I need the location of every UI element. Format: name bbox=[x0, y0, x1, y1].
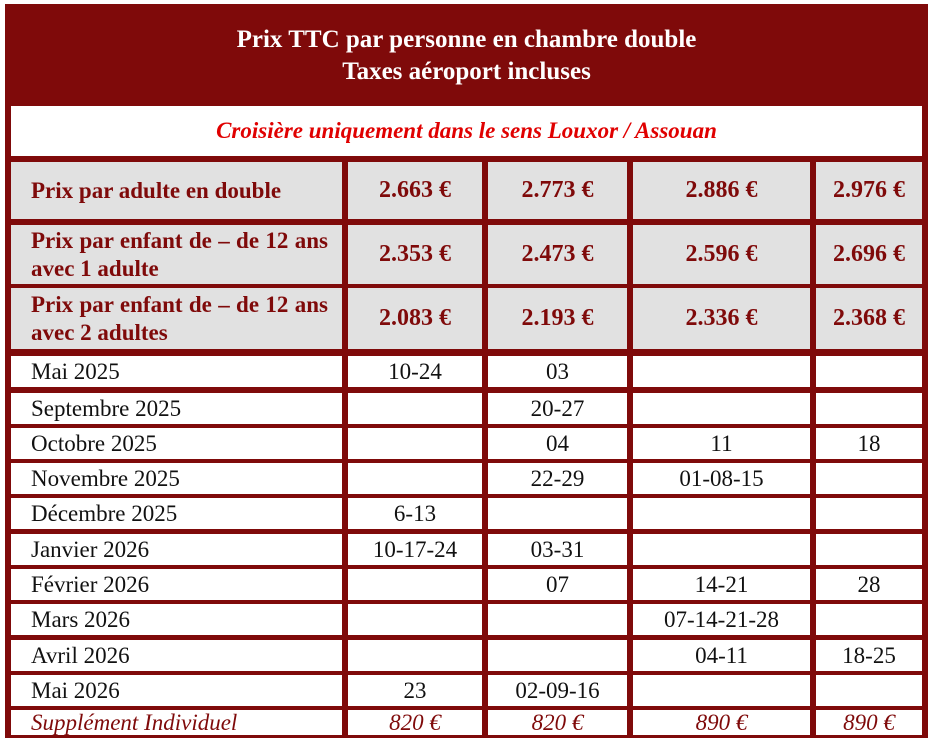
supplement-cell bbox=[816, 710, 922, 735]
price-cell-text: 2.368 € bbox=[833, 305, 905, 331]
departure-dates-cell-text: 04-11 bbox=[695, 642, 748, 668]
price-cell bbox=[633, 225, 810, 284]
supplement-cell-text: 890 € bbox=[695, 710, 748, 735]
departure-dates-cell bbox=[348, 640, 482, 671]
price-row-label bbox=[11, 225, 342, 284]
price-cell-text: 2.773 € bbox=[521, 177, 594, 203]
supplement-cell-text: 820 € bbox=[389, 710, 441, 735]
departure-month-label-text: Mai 2026 bbox=[31, 677, 120, 703]
departure-dates-cell bbox=[633, 428, 810, 459]
departure-month-label-text: Octobre 2025 bbox=[31, 430, 157, 456]
price-row-label-text: Prix par enfant de – de 12 ans avec 1 adulte bbox=[31, 227, 328, 281]
departure-dates-cell bbox=[633, 534, 810, 565]
departure-dates-cell bbox=[816, 675, 922, 706]
departure-dates-cell-text: 07 bbox=[546, 571, 569, 597]
price-cell bbox=[816, 162, 922, 219]
price-cell-text: 2.193 € bbox=[521, 305, 594, 331]
supplement-label bbox=[11, 710, 342, 735]
departure-dates-cell-text: 23 bbox=[403, 677, 427, 703]
departure-dates-cell-text: 18 bbox=[857, 430, 881, 456]
departure-dates-cell bbox=[633, 498, 810, 529]
departure-month-label-text: Novembre 2025 bbox=[31, 465, 180, 491]
departure-month-label bbox=[11, 604, 342, 635]
departure-dates-cell bbox=[348, 428, 482, 459]
header-subtitle: Taxes aéroport incluses bbox=[342, 58, 591, 85]
departure-dates-cell bbox=[348, 569, 482, 600]
departure-month-label bbox=[11, 498, 342, 529]
departure-month-label-text: Septembre 2025 bbox=[31, 395, 182, 421]
departure-dates-cell bbox=[816, 463, 922, 494]
departure-dates-cell bbox=[633, 356, 810, 387]
supplement-cell bbox=[633, 710, 810, 735]
departure-dates-cell bbox=[348, 356, 482, 387]
price-cell bbox=[488, 162, 627, 219]
price-cell bbox=[348, 288, 482, 349]
departure-month-label bbox=[11, 534, 342, 565]
departure-dates-cell bbox=[488, 356, 627, 387]
departure-month-label bbox=[11, 356, 342, 387]
departure-month-label bbox=[11, 463, 342, 494]
departure-dates-cell bbox=[348, 604, 482, 635]
cruise-direction-note: Croisière uniquement dans le sens Louxor / Assouan bbox=[11, 106, 922, 156]
departure-dates-cell bbox=[348, 463, 482, 494]
price-cell-text: 2.976 € bbox=[833, 177, 905, 203]
departure-dates-cell bbox=[348, 393, 482, 424]
departure-dates-cell-text: 10-24 bbox=[388, 358, 442, 384]
departure-dates-cell bbox=[633, 604, 810, 635]
departure-month-label bbox=[11, 393, 342, 424]
departure-dates-cell bbox=[488, 428, 627, 459]
departure-dates-cell-text: 07-14-21-28 bbox=[664, 606, 779, 632]
price-cell bbox=[488, 288, 627, 349]
departure-month-label-text: Mai 2025 bbox=[31, 358, 120, 384]
supplement-cell-text: 820 € bbox=[531, 710, 584, 735]
departure-dates-cell bbox=[633, 675, 810, 706]
departure-dates-cell bbox=[488, 675, 627, 706]
departure-month-label-text: Mars 2026 bbox=[31, 606, 131, 632]
price-cell-text: 2.596 € bbox=[685, 241, 758, 267]
departure-dates-cell bbox=[633, 569, 810, 600]
price-cell bbox=[816, 225, 922, 284]
departure-dates-cell-text: 28 bbox=[857, 571, 881, 597]
departure-dates-cell bbox=[488, 604, 627, 635]
supplement-cell bbox=[488, 710, 627, 735]
departure-dates-cell-text: 14-21 bbox=[694, 571, 749, 597]
price-cell-text: 2.886 € bbox=[685, 177, 758, 203]
departure-dates-cell-text: 03 bbox=[546, 358, 569, 384]
departure-month-label-text: Décembre 2025 bbox=[31, 500, 178, 526]
price-row-label bbox=[11, 162, 342, 219]
price-cell bbox=[633, 288, 810, 349]
departure-dates-cell bbox=[488, 463, 627, 494]
departure-dates-cell bbox=[348, 534, 482, 565]
departure-dates-cell bbox=[816, 428, 922, 459]
departure-dates-cell bbox=[488, 534, 627, 565]
price-cell-text: 2.083 € bbox=[379, 305, 451, 331]
supplement-cell bbox=[348, 710, 482, 735]
departure-dates-cell-text: 20-27 bbox=[530, 395, 585, 421]
departure-dates-cell bbox=[816, 356, 922, 387]
departure-month-label bbox=[11, 569, 342, 600]
price-cell bbox=[348, 162, 482, 219]
departure-dates-cell-text: 18-25 bbox=[842, 642, 896, 668]
departure-dates-cell-text: 03-31 bbox=[530, 536, 585, 562]
price-cell bbox=[816, 288, 922, 349]
departure-month-label bbox=[11, 675, 342, 706]
departure-dates-cell bbox=[816, 498, 922, 529]
price-table bbox=[5, 4, 928, 738]
departure-dates-cell-text: 04 bbox=[546, 430, 569, 456]
supplement-label-text: Supplément Individuel bbox=[31, 710, 238, 735]
price-row-label bbox=[11, 288, 342, 349]
departure-dates-cell bbox=[816, 604, 922, 635]
departure-dates-cell bbox=[633, 393, 810, 424]
supplement-cell-text: 890 € bbox=[843, 710, 895, 735]
departure-dates-cell bbox=[348, 675, 482, 706]
departure-dates-cell bbox=[488, 498, 627, 529]
price-cell bbox=[633, 162, 810, 219]
departure-month-label bbox=[11, 428, 342, 459]
departure-dates-cell-text: 10-17-24 bbox=[372, 536, 458, 562]
price-cell-text: 2.663 € bbox=[379, 177, 451, 203]
departure-dates-cell bbox=[816, 569, 922, 600]
price-row-label-text: Prix par adulte en double bbox=[31, 177, 282, 203]
departure-dates-cell bbox=[488, 640, 627, 671]
departure-dates-cell bbox=[816, 640, 922, 671]
departure-dates-cell-text: 01-08-15 bbox=[679, 465, 764, 491]
price-cell-text: 2.336 € bbox=[685, 305, 758, 331]
header-title: Prix TTC par personne en chambre double bbox=[236, 26, 697, 53]
departure-dates-cell bbox=[488, 569, 627, 600]
departure-dates-cell bbox=[633, 640, 810, 671]
departure-dates-cell-text: 6-13 bbox=[393, 500, 437, 526]
departure-dates-cell bbox=[816, 534, 922, 565]
table-header bbox=[5, 4, 928, 100]
departure-dates-cell-text: 02-09-16 bbox=[515, 677, 600, 703]
departure-month-label-text: Février 2026 bbox=[31, 571, 150, 597]
departure-month-label bbox=[11, 640, 342, 671]
departure-dates-cell bbox=[816, 393, 922, 424]
price-cell bbox=[348, 225, 482, 284]
departure-dates-cell-text: 11 bbox=[710, 430, 733, 456]
price-cell bbox=[488, 225, 627, 284]
departure-dates-cell bbox=[348, 498, 482, 529]
price-cell-text: 2.473 € bbox=[521, 241, 594, 267]
price-cell-text: 2.353 € bbox=[379, 241, 451, 267]
price-cell-text: 2.696 € bbox=[833, 241, 905, 267]
departure-month-label-text: Avril 2026 bbox=[31, 642, 130, 668]
departure-month-label-text: Janvier 2026 bbox=[31, 536, 150, 562]
departure-dates-cell bbox=[633, 463, 810, 494]
price-row-label-text: Prix par enfant de – de 12 ans avec 2 adultes bbox=[31, 291, 328, 345]
departure-dates-cell-text: 22-29 bbox=[530, 465, 585, 491]
departure-dates-cell bbox=[488, 393, 627, 424]
